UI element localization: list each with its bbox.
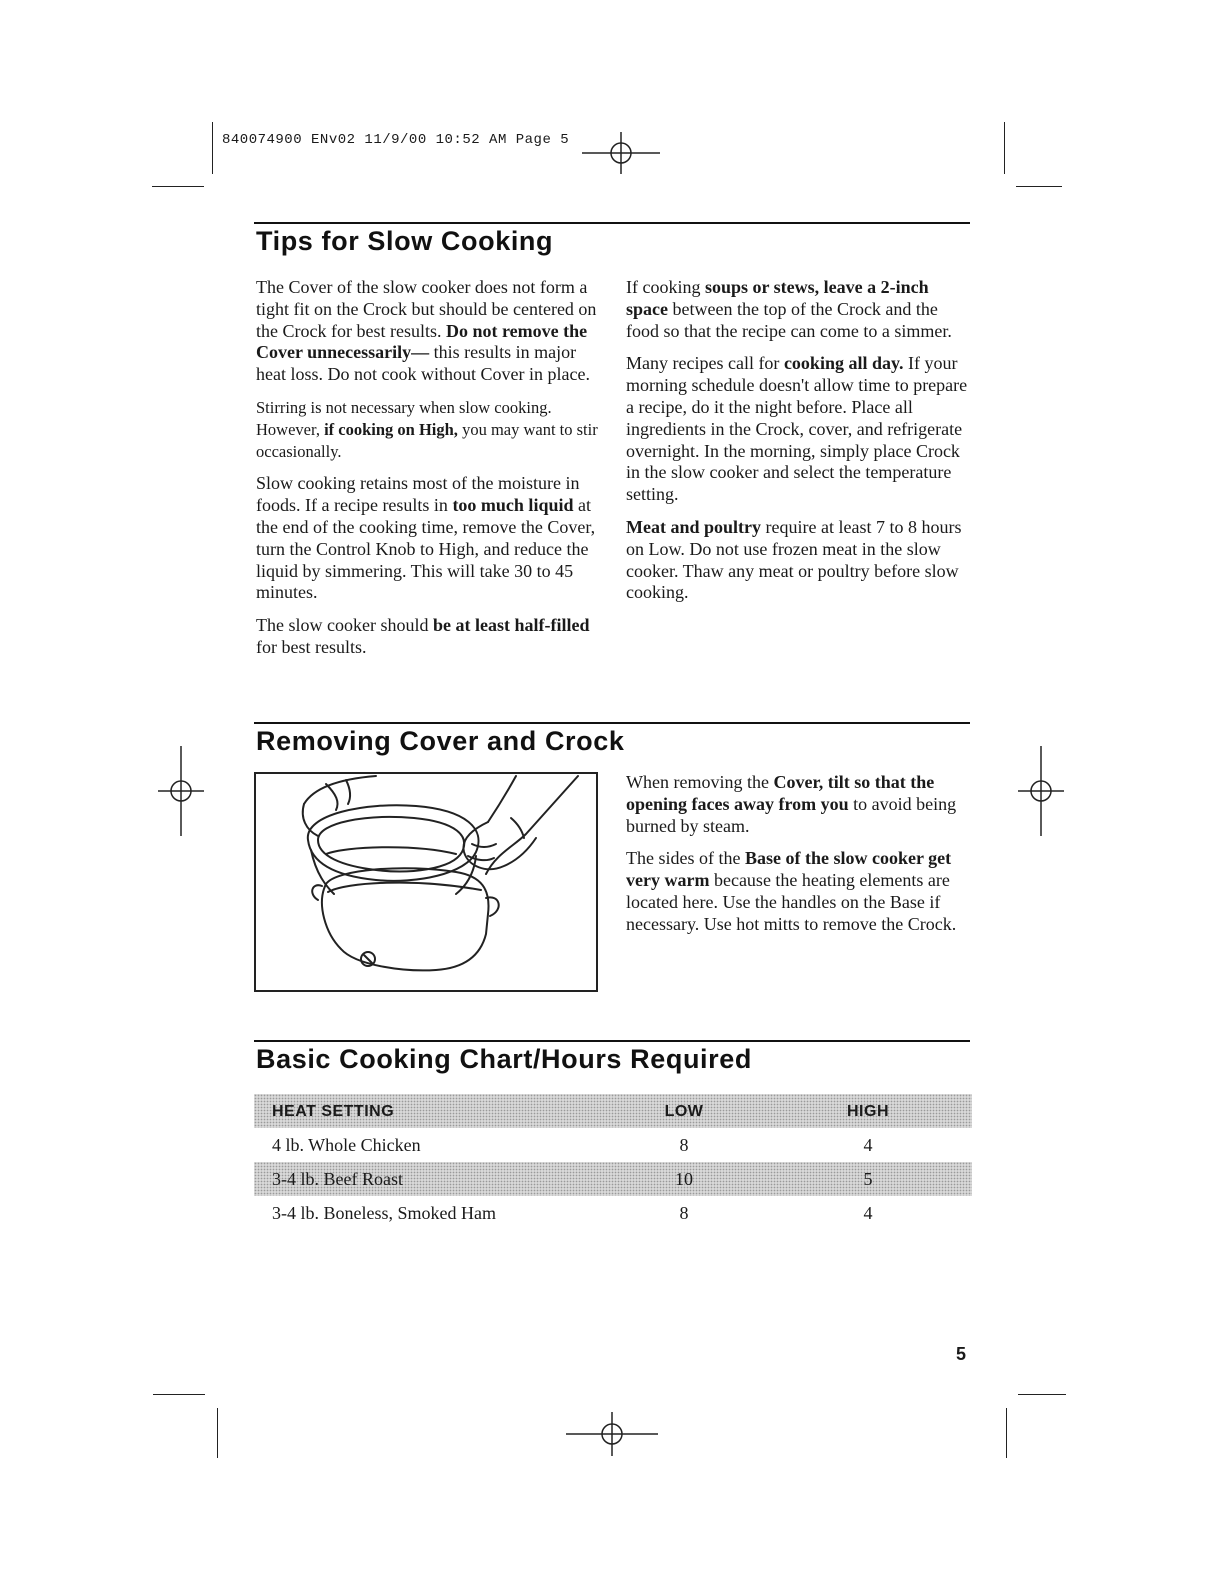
section-title-removing: Removing Cover and Crock: [256, 726, 625, 756]
section-title-tips: Tips for Slow Cooking: [256, 226, 554, 256]
removing-text-column: [626, 772, 966, 947]
text: The slow cooker should: [256, 615, 433, 636]
tips-paragraph: [256, 277, 606, 386]
removing-paragraph: [626, 772, 966, 837]
column-header-low: LOW: [664, 1103, 704, 1120]
text: you may want to stir occasionally.: [256, 419, 598, 461]
row-item: 4 lb. Whole Chicken: [272, 1135, 421, 1155]
tips-paragraph: [256, 397, 606, 462]
text: to avoid being burned by steam.: [626, 793, 957, 836]
text: The sides of the: [626, 848, 745, 869]
table-row: [254, 1162, 972, 1196]
emphasis-text: soups or stews, leave a 2-inch space: [626, 277, 929, 319]
emphasis-text: if cooking on High,: [324, 419, 458, 439]
table-row: [254, 1196, 972, 1230]
section-rule: [254, 722, 970, 724]
column-header-heat-setting: HEAT SETTING: [272, 1103, 395, 1120]
row-low-hours: 8: [679, 1203, 689, 1223]
text: this results in major heat loss. Do not cook without Cover in place.: [256, 342, 590, 385]
tips-paragraph: [256, 473, 606, 604]
text: If your morning schedule doesn't allow time to prepare a recipe, do it the night before. Place all ingredients in the Crock, cover, and refrigerate overnight. In the morning, simply place Crock in the slow cooker and select the temperature setting.: [626, 353, 968, 505]
tips-paragraph: [256, 615, 606, 659]
table-row: [254, 1128, 972, 1162]
crop-mark: [152, 186, 204, 187]
text: for best results.: [256, 636, 367, 657]
text: Many recipes call for: [626, 353, 784, 374]
section-title-chart: Basic Cooking Chart/Hours Required: [256, 1044, 752, 1074]
print-slug: 840074900 ENv02 11/9/00 10:52 AM Page 5: [222, 132, 570, 148]
row-low-hours: 8: [679, 1135, 689, 1155]
text: Stirring is not necessary when slow cooking. However,: [256, 397, 552, 439]
emphasis-text: too much liquid: [452, 495, 574, 516]
emphasis-text: Meat and poultry: [626, 516, 761, 537]
page-number: 5: [956, 1344, 967, 1364]
emphasis-text: Cover, tilt so that the opening faces away from you: [626, 772, 935, 814]
row-low-hours: 10: [675, 1169, 693, 1189]
row-high-hours: 4: [863, 1135, 873, 1155]
row-item: 3-4 lb. Beef Roast: [272, 1169, 403, 1189]
text: Slow cooking retains most of the moisture in foods. If a recipe results in: [256, 473, 580, 516]
registration-mark-icon: [154, 744, 208, 838]
emphasis-text: be at least half-filled: [432, 615, 590, 636]
tips-right-column: [626, 277, 970, 615]
registration-mark-icon: [560, 128, 670, 178]
crop-mark: [153, 1394, 205, 1395]
removing-paragraph: [626, 848, 966, 935]
crop-mark: [1016, 186, 1062, 187]
crock-removal-illustration: [254, 772, 598, 992]
text: require at least 7 to 8 hours on Low. Do not use frozen meat in the slow cooker. Thaw any meat or poultry before slow cooking.: [626, 516, 962, 603]
emphasis-text: Do not remove the Cover unnecessarily—: [256, 320, 588, 363]
text: between the top of the Crock and the food so that the recipe can come to a simmer.: [626, 298, 952, 341]
cooking-chart-table: [254, 1094, 972, 1230]
registration-mark-icon: [1014, 744, 1068, 838]
slow-cooker-illustration-icon: [256, 774, 596, 990]
column-header-high: HIGH: [847, 1103, 889, 1120]
tips-left-column: [256, 277, 606, 670]
table-header-row: [254, 1094, 972, 1128]
emphasis-text: Base of the slow cooker get very warm: [626, 848, 952, 891]
section-rule: [254, 222, 970, 224]
tips-paragraph: [626, 517, 970, 604]
emphasis-text: cooking all day.: [783, 353, 904, 374]
registration-mark-icon: [562, 1408, 662, 1458]
text: at the end of the cooking time, remove the Cover, turn the Control Knob to High, and reduce the liquid by simmering. This will take 30 to 45 minutes.: [256, 495, 596, 603]
crop-mark: [1004, 122, 1005, 174]
row-high-hours: 5: [863, 1169, 873, 1189]
row-high-hours: 4: [863, 1203, 873, 1223]
tips-paragraph: [626, 353, 970, 506]
crop-mark: [212, 122, 213, 174]
text: The Cover of the slow cooker does not form a tight fit on the Crock but should be centered on the Crock for best results.: [256, 277, 597, 341]
text: because the heating elements are located here. Use the handles on the Base if necessary. Use hot mitts to remove the Crock.: [626, 870, 957, 934]
crop-mark: [1006, 1408, 1007, 1458]
text: When removing the: [626, 772, 774, 792]
crop-mark: [217, 1408, 218, 1458]
row-item: 3-4 lb. Boneless, Smoked Ham: [272, 1203, 496, 1223]
text: If cooking: [626, 277, 705, 297]
crop-mark: [1018, 1394, 1066, 1395]
tips-paragraph: [626, 277, 970, 342]
section-rule: [254, 1040, 970, 1042]
